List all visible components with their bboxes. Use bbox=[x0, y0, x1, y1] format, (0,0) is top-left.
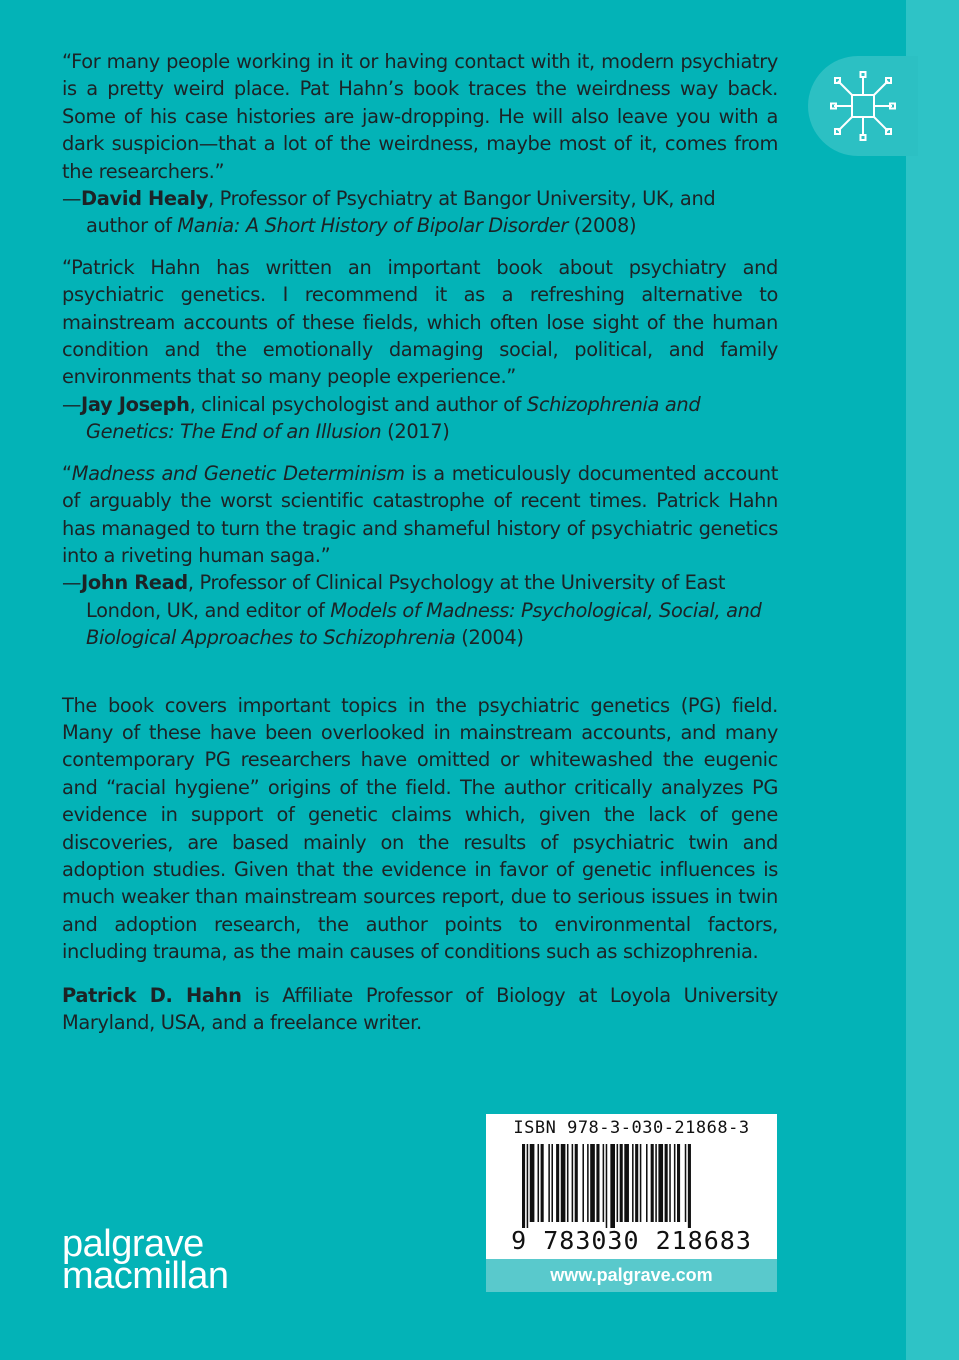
barcode-bar bbox=[522, 1144, 525, 1228]
author-bio bbox=[62, 982, 778, 1037]
dash: — bbox=[62, 392, 82, 416]
quote-2-name: Jay Joseph bbox=[81, 392, 190, 416]
barcode-bars bbox=[522, 1144, 742, 1228]
barcode-bar bbox=[610, 1144, 615, 1228]
dash: — bbox=[62, 571, 82, 595]
dash: — bbox=[62, 187, 82, 211]
quote-1-work: Mania: A Short History of Bipolar Disorder bbox=[177, 214, 568, 238]
spine-strip bbox=[906, 0, 959, 1360]
barcode-bar bbox=[651, 1144, 654, 1222]
author-bio-text: is Affiliate Professor of Biology at Loyola University Maryland, USA, and a freelance writer. bbox=[62, 983, 778, 1034]
barcode-bar bbox=[548, 1144, 550, 1222]
barcode-bar bbox=[590, 1144, 595, 1222]
barcode-bar bbox=[541, 1144, 544, 1222]
barcode-bar bbox=[677, 1144, 680, 1222]
author-name: Patrick D. Hahn bbox=[62, 983, 242, 1007]
quote-2-year: (2017) bbox=[381, 420, 450, 444]
barcode-bar bbox=[603, 1144, 605, 1222]
barcode-bar bbox=[658, 1144, 663, 1222]
barcode-bar bbox=[567, 1144, 569, 1222]
barcode-bar bbox=[530, 1144, 535, 1222]
quote-3-work: Models of Madness: Psychological, Social, and Biological Approaches to Schizophrenia bbox=[86, 598, 762, 650]
quote-1-year: (2008) bbox=[567, 214, 637, 238]
barcode-bar bbox=[669, 1144, 671, 1222]
publisher-logo-line1: palgrave bbox=[62, 1223, 204, 1265]
barcode-bar bbox=[587, 1144, 589, 1222]
quote-3-name: John Read bbox=[81, 571, 188, 595]
barcode-bar bbox=[556, 1144, 559, 1222]
barcode-bar bbox=[620, 1144, 623, 1222]
quote-3-title: Madness and Genetic Determinism bbox=[71, 461, 405, 485]
barcode-bar bbox=[640, 1144, 642, 1222]
open-quote: “ bbox=[62, 461, 72, 485]
barcode-bar bbox=[624, 1144, 629, 1222]
network-node-icon bbox=[830, 70, 896, 142]
publisher-url: www.palgrave.com bbox=[486, 1259, 777, 1292]
publisher-logo bbox=[62, 1223, 229, 1297]
barcode-bar bbox=[617, 1144, 619, 1222]
barcode-bar bbox=[572, 1144, 574, 1222]
ean-digits: 9 783030 218683 bbox=[511, 1226, 752, 1255]
quote-1-affiliation: , Professor of Psychiatry at Bangor University, UK, and author of bbox=[86, 187, 716, 238]
back-cover-text bbox=[62, 48, 778, 1036]
publisher-logo-line2: macmillan bbox=[62, 1255, 229, 1297]
isbn-barcode bbox=[486, 1114, 777, 1259]
quote-3-body: is a meticulously documented account of arguably the worst scientific catastrophe of recent times. Patrick Hahn has managed to turn the tragic and shameful history of psychiatric genetics into a riveting human saga.” bbox=[62, 461, 778, 567]
barcode-bar bbox=[538, 1144, 540, 1222]
quote-3-affiliation: , Professor of Clinical Psychology at the University of East London, UK, and editor of bbox=[86, 571, 726, 622]
barcode-bar bbox=[632, 1144, 634, 1222]
quote-1-attribution bbox=[62, 185, 778, 240]
series-badge bbox=[808, 56, 918, 156]
quote-2-affiliation: , clinical psychologist and author of bbox=[189, 392, 527, 416]
quote-1-text: “For many people working in it or having contact with it, modern psychiatry is a pretty weird place. Pat Hahn’s book traces the weirdness way back. Some of his case histories are jaw-dropping. He will also leave you with a dark suspicion—that a lot of the weirdness, maybe most of it, comes from the researchers.” bbox=[62, 50, 778, 183]
barcode-bar bbox=[655, 1144, 657, 1222]
quote-2-work: Schizophrenia and Genetics: The End of an Illusion bbox=[86, 392, 701, 444]
barcode-bar bbox=[635, 1144, 638, 1222]
quote-3-year: (2004) bbox=[455, 626, 524, 650]
barcode-bar bbox=[575, 1144, 578, 1222]
quote-3-attribution bbox=[62, 569, 778, 651]
quote-1-name: David Healy bbox=[81, 187, 209, 211]
barcode-bar bbox=[561, 1144, 566, 1222]
barcode-bar bbox=[646, 1144, 648, 1222]
barcode-bar bbox=[606, 1144, 608, 1228]
barcode-bar bbox=[685, 1144, 687, 1222]
barcode-bar bbox=[665, 1144, 668, 1222]
barcode-bar bbox=[527, 1144, 529, 1228]
quote-2-text: “Patrick Hahn has written an important book about psychiatry and psychiatric genetics. I recommend it as a refreshing alternative to mainstream accounts of these fields, which often lose sight of the human condition and the emotionally damaging social, political, and family environments that so many people experience.” bbox=[62, 255, 778, 389]
barcode-bar bbox=[688, 1144, 691, 1228]
barcode-bar bbox=[674, 1144, 676, 1222]
book-description: The book covers important topics in the psychiatric genetics (PG) field. Many of these have been overlooked in mainstream accounts, and many contemporary PG researchers have omitted or whitewashed the eugenic and “racial hygiene” origins of the field. The author critically analyzes PG evidence in support of genetic claims which, given the lack of gene discoveries, are based mainly on the results of psychiatric twin and adoption studies. Given that the evidence in favor of genetic influences is much weaker than mainstream sources report, due to serious issues in twin and adoption research, the author points to environmental factors, including trauma, as the main causes of conditions such as schizophrenia. bbox=[62, 693, 778, 964]
quote-3-text bbox=[62, 460, 778, 570]
isbn-label: ISBN 978-3-030-21868-3 bbox=[513, 1118, 750, 1138]
quote-2-attribution bbox=[62, 391, 778, 446]
barcode-bar bbox=[596, 1144, 599, 1222]
barcode-bar bbox=[551, 1144, 553, 1222]
barcode-bar bbox=[582, 1144, 584, 1222]
